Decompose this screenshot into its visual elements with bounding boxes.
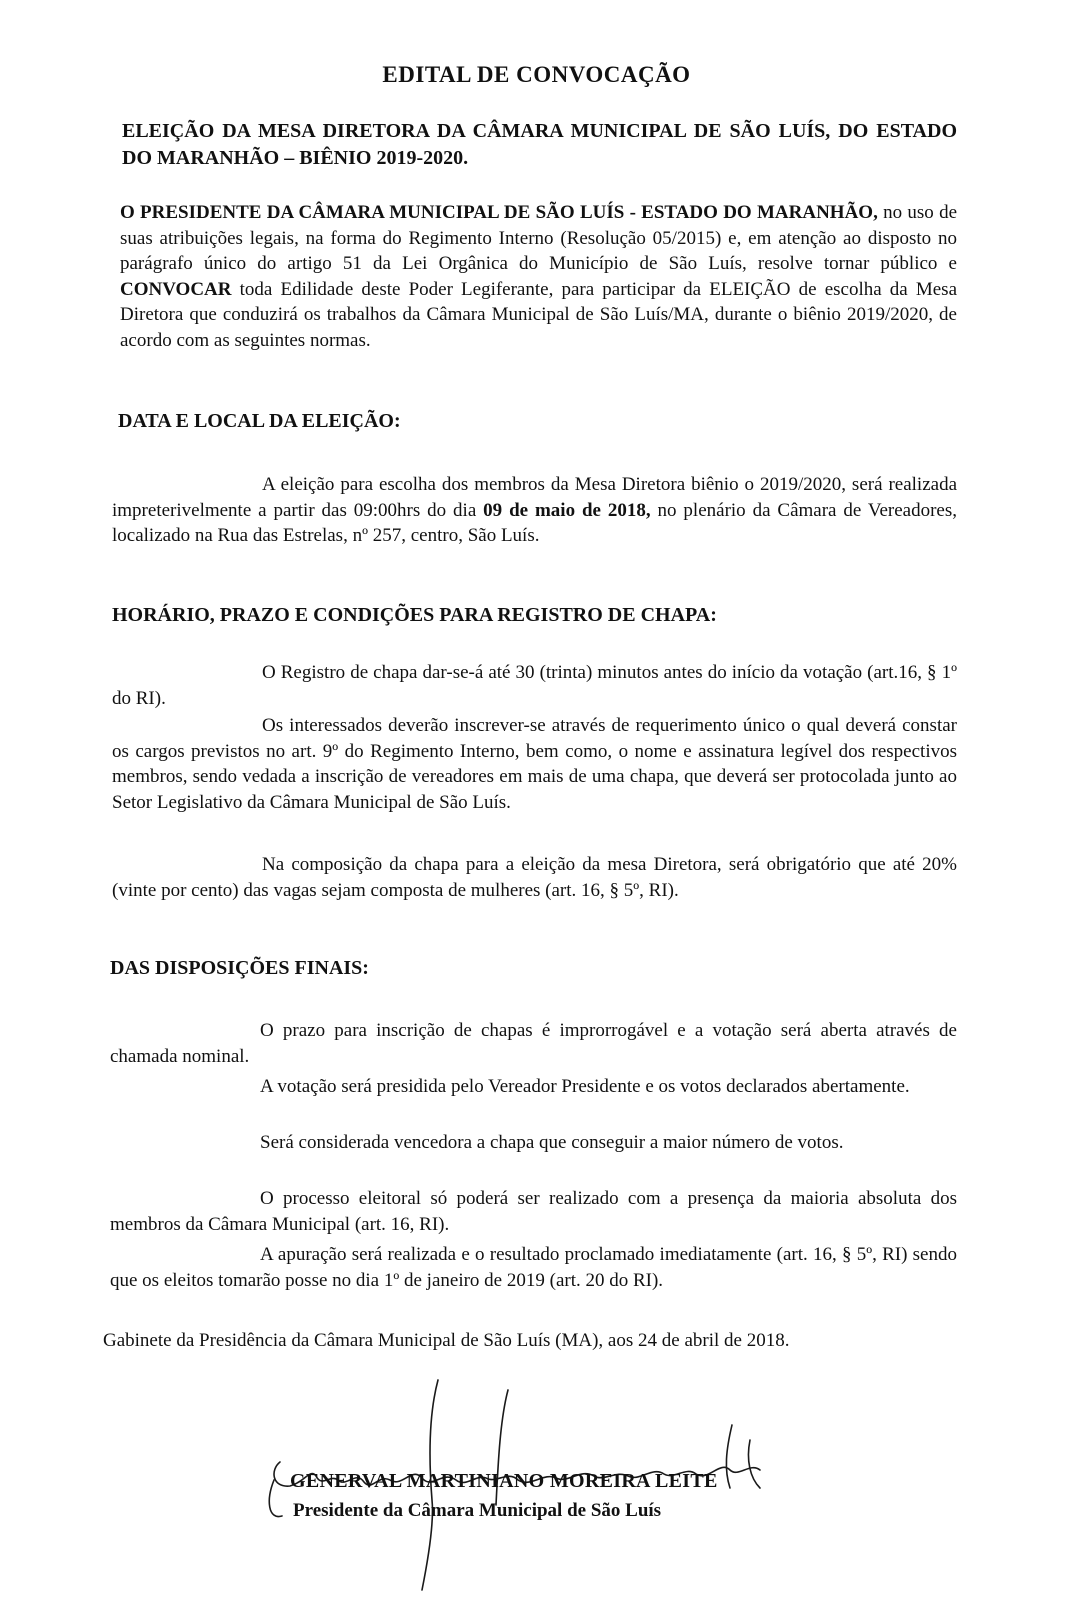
finais-paragraph-1: O prazo para inscrição de chapas é improrrogável e a votação será aberta através de chamada nominal. [110, 1020, 957, 1067]
data-local-text-2: no plenário da Câmara de Vereadores, localizado na Rua das Estrelas, nº 257, centro, São Luís. [112, 499, 958, 546]
intro-convocar: CONVOCAR [120, 278, 232, 300]
intro-lead: O PRESIDENTE DA CÂMARA MUNICIPAL DE SÃO LUÍS - ESTADO DO MARANHÃO, [120, 202, 878, 223]
signatory-name: GENERVAL MARTINIANO MOREIRA LEITE [290, 1470, 718, 1492]
signatory-role: Presidente da Câmara Municipal de São Luís [293, 1500, 662, 1521]
data-local-paragraph [112, 472, 957, 549]
data-local-text-1: A eleição para escolha dos membros da Mesa Diretora biênio o 2019/2020, será realizada impreterivelmente a partir das 09:00hrs do dia [112, 474, 957, 521]
election-date: 09 de maio de 2018, [483, 499, 651, 521]
closing-paragraph: Gabinete da Presidência da Câmara Municipal de São Luís (MA), aos 24 de abril de 2018. [103, 1330, 790, 1351]
intro-paragraph [120, 200, 957, 353]
document-title: EDITAL DE CONVOCAÇÃO [382, 62, 691, 87]
heading-registro: HORÁRIO, PRAZO E CONDIÇÕES PARA REGISTRO DE CHAPA: [112, 604, 717, 626]
heading-data-local: DATA E LOCAL DA ELEIÇÃO: [118, 410, 401, 432]
intro-text-1: no uso de suas atribuições legais, na forma do Regimento Interno (Resolução 05/2015) e, em atenção ao disposto no parágrafo único do artigo 51 da Lei Orgânica do Município de São Luís, resolve tornar público e [120, 202, 957, 274]
finais-paragraph-4: O processo eleitoral só poderá ser realizado com a presença da maioria absoluta dos membros da Câmara Municipal (art. 16, RI). [110, 1188, 957, 1235]
registro-paragraph-1: O Registro de chapa dar-se-á até 30 (trinta) minutos antes do início da votação (art.16, § 1º do RI). [112, 662, 957, 709]
registro-paragraph-2: Os interessados deverão inscrever-se através de requerimento único o qual deverá constar os cargos previstos no art. 9º do Regimento Interno, bem como, o nome e assinatura legível dos respectivos membros, sendo vedada a inscrição de vereadores em mais de uma chapa, que deverá ser protocolada junto ao Setor Legislativo da Câmara Municipal de São Luís. [112, 715, 957, 813]
finais-paragraph-5: A apuração será realizada e o resultado proclamado imediatamente (art. 16, § 5º, RI) sendo que os eleitos tomarão posse no dia 1º de janeiro de 2019 (art. 20 do RI). [110, 1244, 957, 1291]
intro-text-2: toda Edilidade deste Poder Legiferante, para participar da ELEIÇÃO de escolha da Mesa Diretora que conduzirá os trabalhos da Câmara Municipal de São Luís/MA, durante o biênio 2019/2020, de acordo com as seguintes normas. [120, 278, 957, 351]
document-subtitle: ELEIÇÃO DA MESA DIRETORA DA CÂMARA MUNICIPAL DE SÃO LUÍS, DO ESTADO DO MARANHÃO – BIÊNIO 2019-2020. [122, 120, 957, 169]
finais-paragraph-2: A votação será presidida pelo Vereador Presidente e os votos declarados abertamente. [260, 1076, 910, 1097]
heading-disposicoes: DAS DISPOSIÇÕES FINAIS: [110, 957, 369, 979]
finais-paragraph-3: Será considerada vencedora a chapa que conseguir a maior número de votos. [260, 1132, 844, 1153]
registro-paragraph-3: Na composição da chapa para a eleição da mesa Diretora, será obrigatório que até 20% (vinte por cento) das vagas sejam composta de mulheres (art. 16, § 5º, RI). [112, 854, 957, 901]
